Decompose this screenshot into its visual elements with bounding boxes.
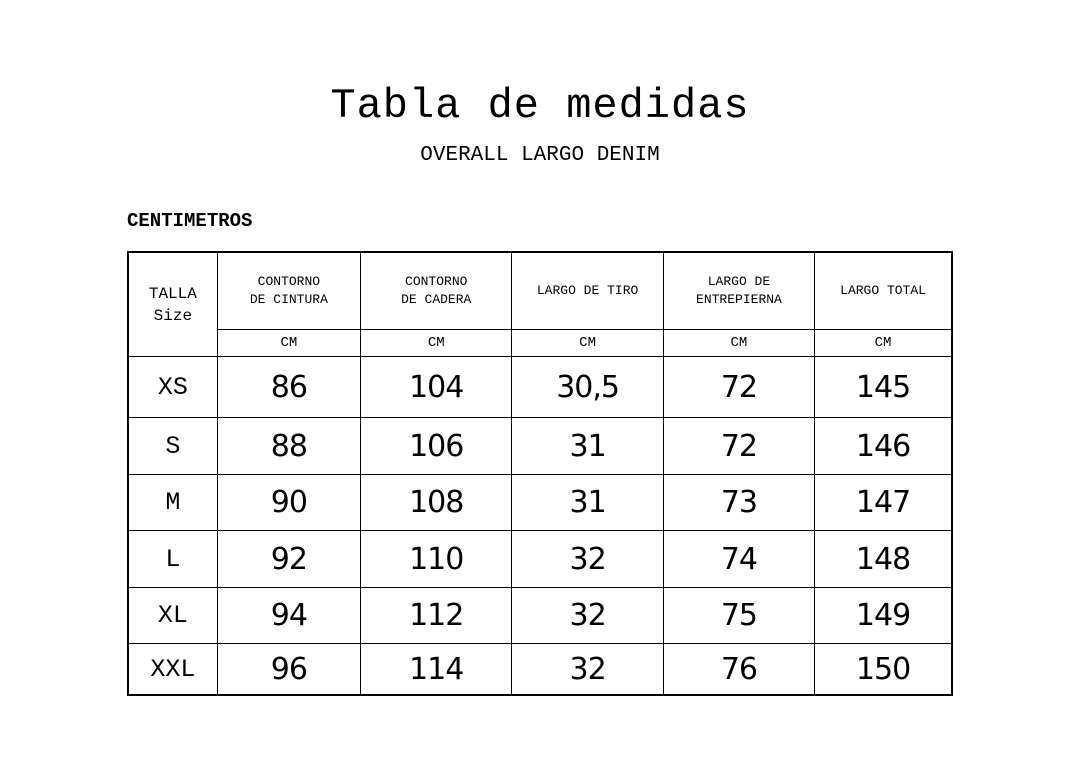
measurement-value: 30,5 bbox=[512, 357, 663, 418]
table-row bbox=[128, 588, 952, 644]
unit-cell: CM bbox=[361, 330, 512, 357]
table-row bbox=[128, 475, 952, 531]
column-header-largo-entrepierna bbox=[663, 252, 814, 330]
measurement-value: 146 bbox=[815, 418, 952, 475]
column-header-line: CONTORNO bbox=[405, 274, 468, 289]
measurement-value: 106 bbox=[361, 418, 512, 475]
header-row bbox=[128, 252, 952, 330]
size-label: XL bbox=[128, 588, 217, 644]
product-name: OVERALL LARGO DENIM bbox=[420, 144, 660, 167]
column-header-contorno-cintura bbox=[217, 252, 360, 330]
size-label: L bbox=[128, 531, 217, 588]
measurement-value: 110 bbox=[361, 531, 512, 588]
column-header-line: DE CADERA bbox=[401, 292, 472, 307]
talla-header bbox=[128, 252, 217, 357]
measurement-value: 147 bbox=[815, 475, 952, 531]
column-header-line: ENTREPIERNA bbox=[696, 292, 782, 307]
measurement-value: 32 bbox=[512, 588, 663, 644]
unit-cell: CM bbox=[217, 330, 360, 357]
measurement-value: 149 bbox=[815, 588, 952, 644]
measurement-value: 145 bbox=[815, 357, 952, 418]
table-row bbox=[128, 531, 952, 588]
measurement-value: 96 bbox=[217, 644, 360, 696]
unit-cell: CM bbox=[815, 330, 952, 357]
column-header-largo-tiro bbox=[512, 252, 663, 330]
size-label: XS bbox=[128, 357, 217, 418]
size-chart-table bbox=[127, 251, 953, 696]
measurement-value: 32 bbox=[512, 644, 663, 696]
measurement-value: 76 bbox=[663, 644, 814, 696]
column-header-line: LARGO DE bbox=[707, 274, 771, 289]
measurement-value: 112 bbox=[361, 588, 512, 644]
measurement-value: 72 bbox=[663, 418, 814, 475]
measurement-value: 150 bbox=[815, 644, 952, 696]
talla-header-es: TALLA bbox=[148, 284, 197, 303]
measurement-value: 104 bbox=[361, 357, 512, 418]
unit-row bbox=[128, 330, 952, 357]
talla-header-en: Size bbox=[153, 306, 193, 325]
measurement-value: 108 bbox=[361, 475, 512, 531]
measurement-value: 74 bbox=[663, 531, 814, 588]
measurement-value: 90 bbox=[217, 475, 360, 531]
table-row bbox=[128, 357, 952, 418]
measurement-value: 114 bbox=[361, 644, 512, 696]
units-label: CENTIMETROS bbox=[127, 210, 253, 232]
column-header-largo-total bbox=[815, 252, 952, 330]
unit-cell: CM bbox=[663, 330, 814, 357]
size-label: M bbox=[128, 475, 217, 531]
measurement-value: 72 bbox=[663, 357, 814, 418]
page-title: Tabla de medidas bbox=[330, 82, 750, 130]
measurement-value: 31 bbox=[512, 418, 663, 475]
measurement-value: 86 bbox=[217, 357, 360, 418]
size-label: S bbox=[128, 418, 217, 475]
table-row bbox=[128, 418, 952, 475]
measurement-value: 32 bbox=[512, 531, 663, 588]
measurement-value: 88 bbox=[217, 418, 360, 475]
measurement-value: 94 bbox=[217, 588, 360, 644]
measurement-value: 73 bbox=[663, 475, 814, 531]
column-header-contorno-cadera bbox=[361, 252, 512, 330]
measurement-value: 92 bbox=[217, 531, 360, 588]
column-header-line: LARGO DE TIRO bbox=[536, 283, 639, 298]
column-header-line: LARGO TOTAL bbox=[840, 283, 926, 298]
measurement-value: 148 bbox=[815, 531, 952, 588]
size-label: XXL bbox=[128, 644, 217, 696]
measurement-value: 31 bbox=[512, 475, 663, 531]
unit-cell: CM bbox=[512, 330, 663, 357]
table-row bbox=[128, 644, 952, 696]
measurement-value: 75 bbox=[663, 588, 814, 644]
column-header-line: DE CINTURA bbox=[249, 292, 328, 307]
column-header-line: CONTORNO bbox=[257, 274, 321, 289]
